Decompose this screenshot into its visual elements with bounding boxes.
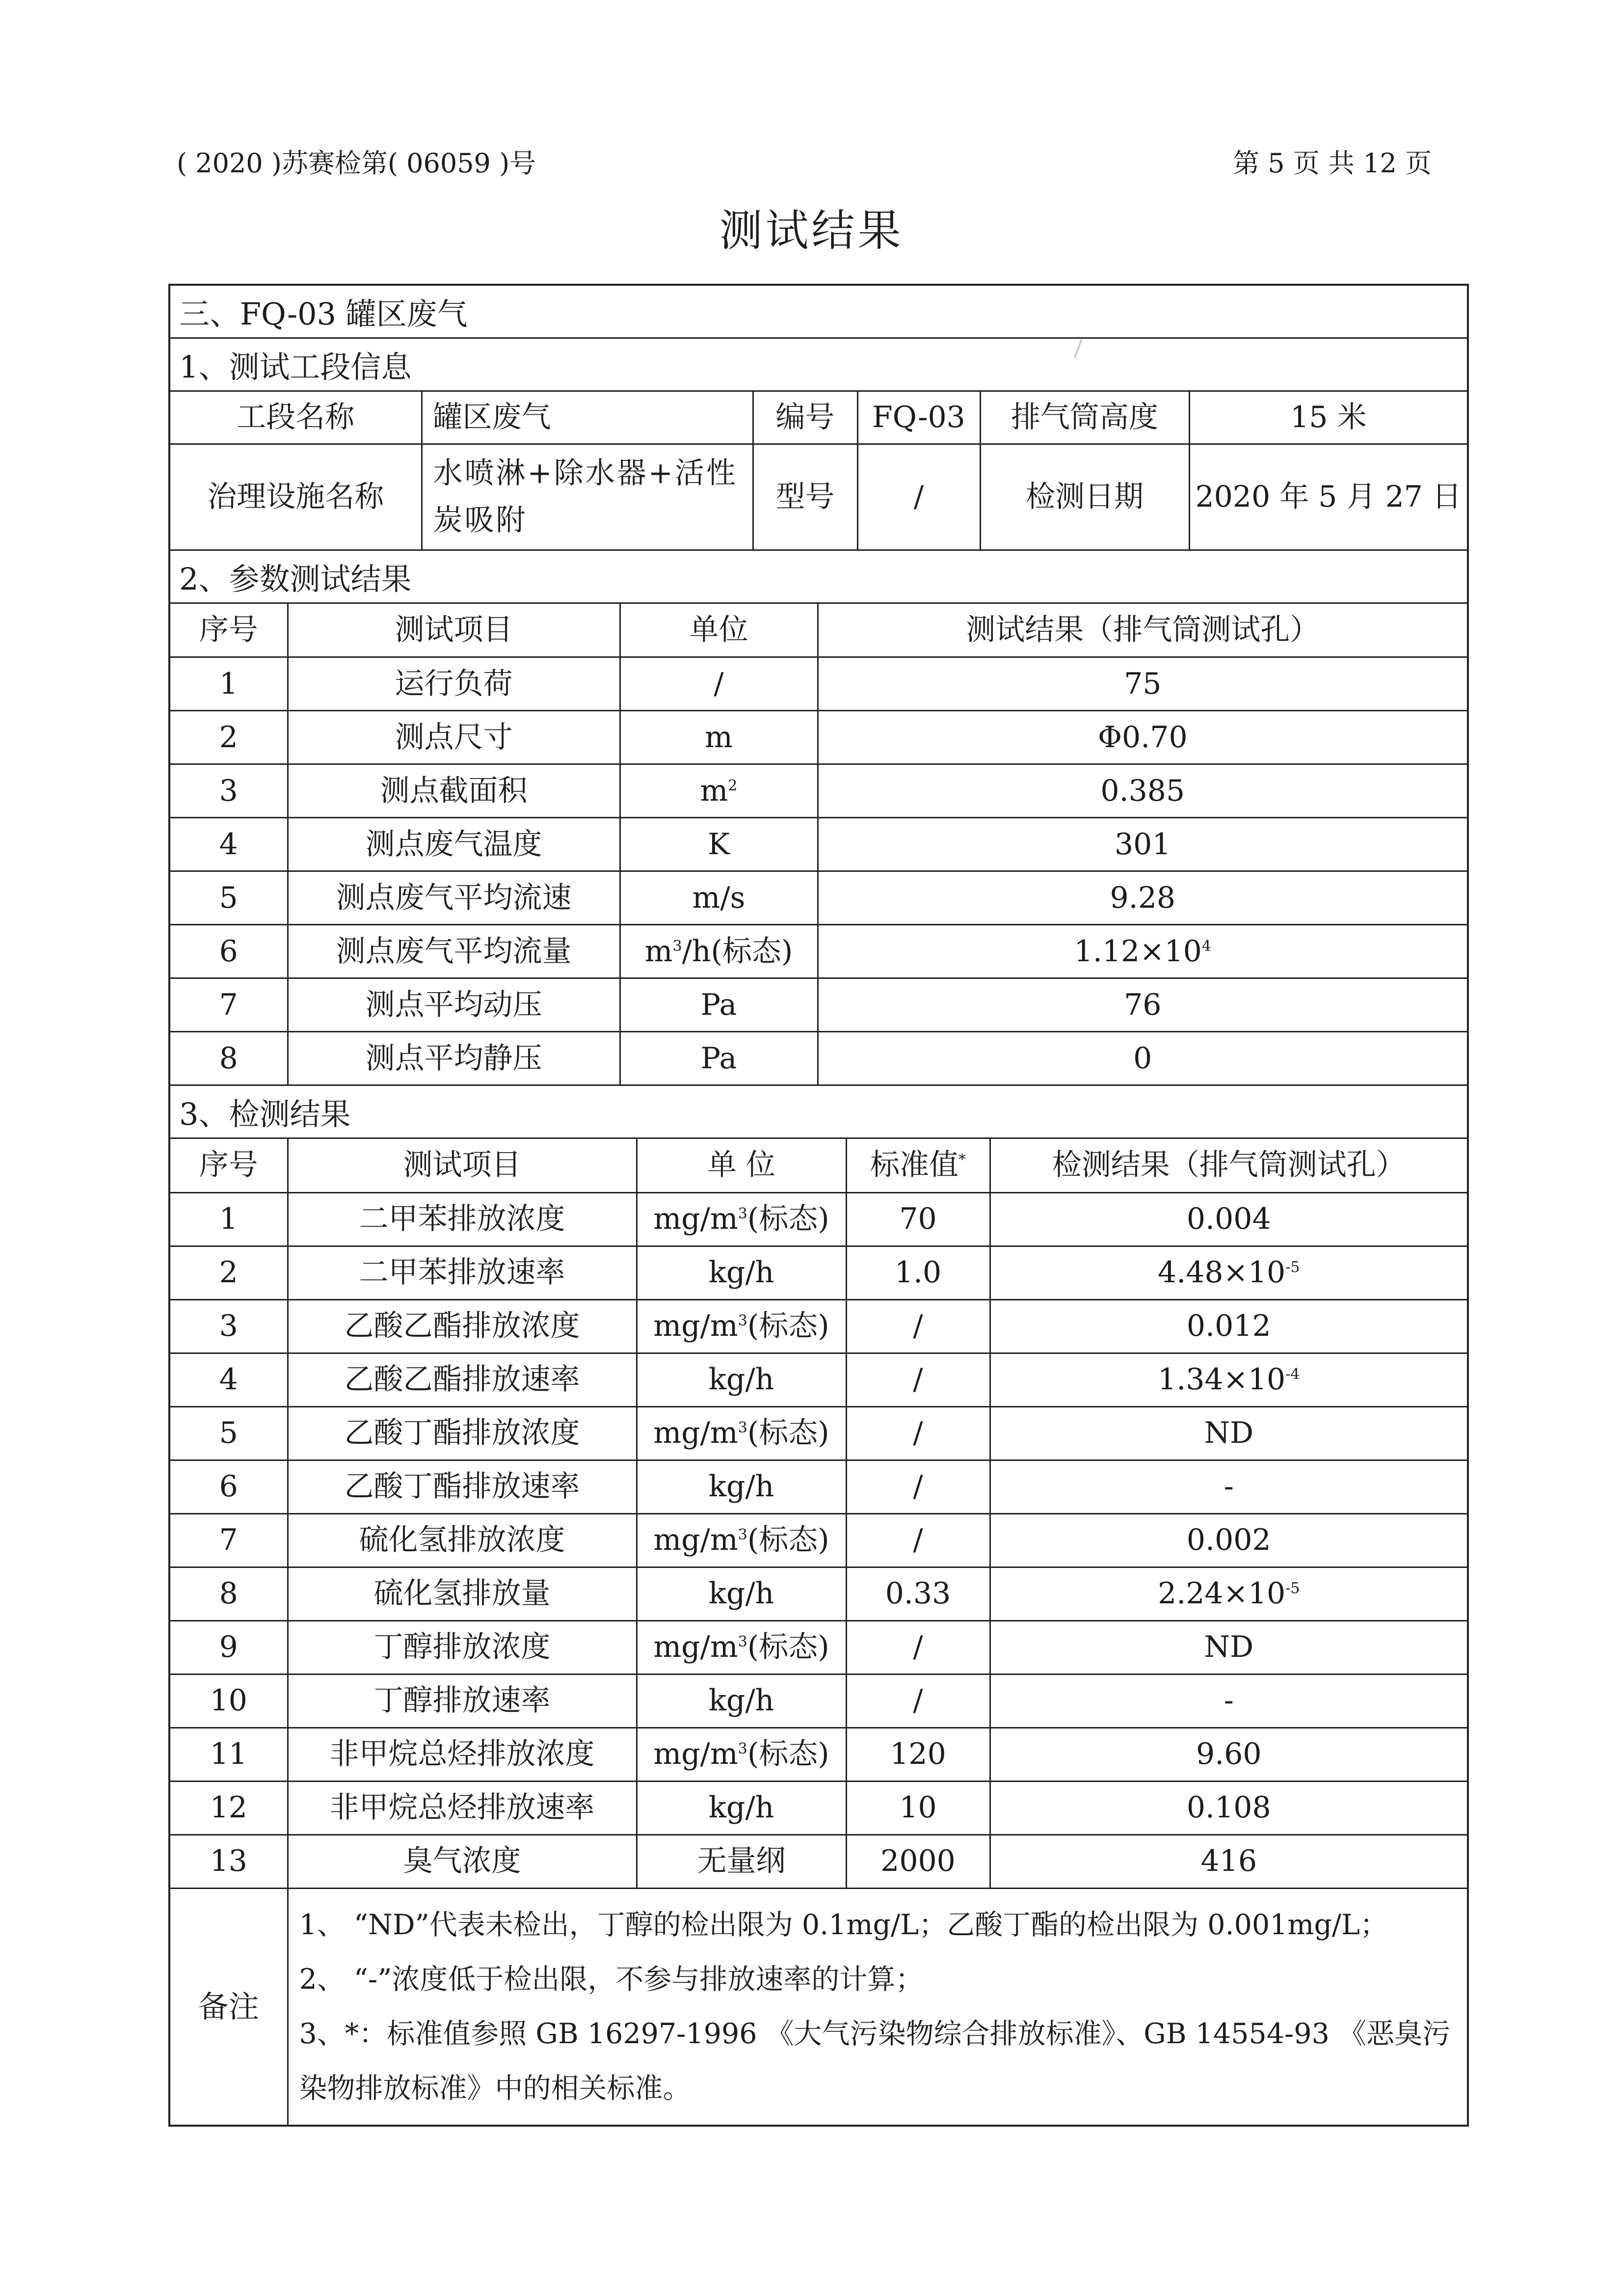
- detect-result-main: 2.24×10: [1158, 1576, 1286, 1611]
- parameter-row: [170, 978, 1467, 1032]
- param-result-main: 1.12×10: [1074, 934, 1202, 969]
- detection-row: [170, 1621, 1467, 1674]
- param-no: 5: [170, 871, 288, 925]
- param-unit: [620, 711, 818, 764]
- param-unit-main: Pa: [700, 1041, 737, 1076]
- standard-label: 标准值: [870, 1148, 958, 1183]
- param-item: 测点废气温度: [288, 818, 620, 871]
- detect-standard: 0.33: [846, 1567, 990, 1621]
- segment-name-label: 工段名称: [170, 392, 422, 444]
- parameter-row: [170, 711, 1467, 764]
- detect-result-sup: -5: [1285, 1259, 1300, 1276]
- detect-standard: 2000: [846, 1835, 990, 1888]
- detect-unit: [637, 1513, 846, 1567]
- param-col-result: 测试结果（排气筒测试孔）: [818, 604, 1467, 657]
- detect-unit-sup: 3: [738, 1633, 747, 1650]
- detect-result: [990, 1674, 1467, 1728]
- detect-result: [990, 1728, 1467, 1781]
- segment-info-row-2: [170, 444, 1467, 550]
- detect-result-main: -: [1224, 1683, 1234, 1718]
- code-value: FQ-03: [857, 392, 980, 444]
- detect-no: 2: [170, 1246, 288, 1299]
- detect-unit: [637, 1460, 846, 1513]
- detect-unit-sup: 3: [738, 1526, 747, 1543]
- note-line-2: 2、 “-”浓度低于检出限，不参与排放速率的计算；: [299, 1963, 924, 1996]
- detect-result: [990, 1513, 1467, 1567]
- detect-standard: 1.0: [846, 1246, 990, 1299]
- detection-table: [170, 1139, 1467, 1889]
- detection-row: [170, 1674, 1467, 1728]
- detect-unit: [637, 1567, 846, 1621]
- detect-result: [990, 1781, 1467, 1835]
- detect-unit: [637, 1621, 846, 1674]
- param-no: 4: [170, 818, 288, 871]
- detection-row: [170, 1513, 1467, 1567]
- detect-no: 8: [170, 1567, 288, 1621]
- detect-result-main: -: [1224, 1469, 1234, 1504]
- detect-unit-main: kg/h: [708, 1362, 774, 1397]
- detect-result: [990, 1246, 1467, 1299]
- detect-standard: /: [846, 1353, 990, 1406]
- notes-content: [288, 1889, 1467, 2125]
- detect-unit: [637, 1728, 846, 1781]
- param-item: 测点废气平均流量: [288, 925, 620, 978]
- detect-standard: 10: [846, 1781, 990, 1835]
- param-col-unit: 单位: [620, 604, 818, 657]
- detect-result-main: 0.002: [1186, 1523, 1271, 1557]
- detect-item: 丁醇排放浓度: [288, 1621, 637, 1674]
- param-item: 运行负荷: [288, 657, 620, 711]
- detect-unit: [637, 1406, 846, 1460]
- param-result: [818, 818, 1467, 871]
- detect-unit-sup: 3: [738, 1740, 747, 1757]
- param-item: 测点废气平均流速: [288, 871, 620, 925]
- param-unit-main: m: [705, 720, 733, 755]
- detect-standard: /: [846, 1674, 990, 1728]
- test-date-value: 2020 年 5 月 27 日: [1189, 444, 1467, 550]
- detect-col-standard: [846, 1139, 990, 1192]
- parameter-table: [170, 604, 1467, 1086]
- notes-table: [170, 1889, 1467, 2125]
- detect-result-sup: -4: [1285, 1366, 1300, 1383]
- detect-unit-main: kg/h: [708, 1576, 774, 1611]
- param-result-main: 0: [1133, 1041, 1152, 1076]
- model-value: /: [857, 444, 980, 550]
- param-unit: [620, 1032, 818, 1085]
- detect-item: 非甲烷总烃排放速率: [288, 1781, 637, 1835]
- detect-unit-tail: (标态): [747, 1737, 829, 1771]
- detect-unit-tail: (标态): [747, 1523, 829, 1557]
- detect-result: [990, 1406, 1467, 1460]
- parameter-row: [170, 871, 1467, 925]
- detection-row: [170, 1460, 1467, 1513]
- param-unit: [620, 818, 818, 871]
- detect-result-main: 4.48×10: [1158, 1255, 1286, 1290]
- detect-standard: 70: [846, 1192, 990, 1246]
- parameter-row: [170, 764, 1467, 818]
- detect-result-main: 416: [1200, 1844, 1257, 1878]
- segment-name-value: 罐区废气: [422, 392, 753, 444]
- detection-row: [170, 1192, 1467, 1246]
- detection-rows: [170, 1192, 1467, 1888]
- detect-item: 乙酸乙酯排放浓度: [288, 1299, 637, 1353]
- param-no: 7: [170, 978, 288, 1032]
- results-form: [168, 284, 1469, 2127]
- code-label: 编号: [753, 392, 857, 444]
- detect-result: [990, 1192, 1467, 1246]
- facility-value: 水喷淋+除水器+活性炭吸附: [422, 444, 753, 550]
- notes-label: 备注: [170, 1889, 288, 2125]
- detect-result-sup: -5: [1285, 1580, 1300, 1597]
- param-result: [818, 764, 1467, 818]
- detect-unit: [637, 1192, 846, 1246]
- report-number: ( 2020 )苏赛检第( 06059 )号: [177, 148, 536, 179]
- detect-unit-main: mg/m: [653, 1309, 738, 1343]
- detect-unit-main: kg/h: [708, 1683, 774, 1718]
- param-result: [818, 871, 1467, 925]
- detect-standard: /: [846, 1460, 990, 1513]
- model-label: 型号: [753, 444, 857, 550]
- detect-result-main: ND: [1204, 1416, 1254, 1450]
- detect-unit-sup: 3: [738, 1419, 747, 1436]
- param-unit-tail: /h(标态): [682, 934, 793, 969]
- param-no: 6: [170, 925, 288, 978]
- detect-standard: /: [846, 1406, 990, 1460]
- param-col-item: 测试项目: [288, 604, 620, 657]
- test-date-label: 检测日期: [980, 444, 1189, 550]
- param-unit-main: m: [700, 773, 728, 808]
- detect-col-no: 序号: [170, 1139, 288, 1192]
- detection-row: [170, 1728, 1467, 1781]
- detect-item: 二甲苯排放浓度: [288, 1192, 637, 1246]
- note-line-1: 1、 “ND”代表未检出，丁醇的检出限为 0.1mg/L；乙酸丁酯的检出限为 0.001mg/L；: [299, 1908, 1388, 1941]
- detection-row: [170, 1406, 1467, 1460]
- detect-result-main: ND: [1204, 1630, 1254, 1664]
- detect-unit: [637, 1353, 846, 1406]
- detect-no: 5: [170, 1406, 288, 1460]
- detect-standard: /: [846, 1621, 990, 1674]
- param-item: 测点截面积: [288, 764, 620, 818]
- param-result: [818, 657, 1467, 711]
- detect-result-main: 0.012: [1186, 1309, 1271, 1343]
- detect-result-main: 0.004: [1186, 1202, 1271, 1236]
- detection-row: [170, 1835, 1467, 1888]
- param-result: [818, 711, 1467, 764]
- detect-unit: [637, 1835, 846, 1888]
- detect-no: 1: [170, 1192, 288, 1246]
- param-result-main: 9.28: [1110, 880, 1176, 915]
- param-result-main: 0.385: [1100, 773, 1185, 808]
- detect-unit-tail: (标态): [747, 1309, 829, 1343]
- detect-unit-main: mg/m: [653, 1416, 738, 1450]
- standard-mark: *: [958, 1151, 966, 1169]
- stack-height-value: 15 米: [1189, 392, 1467, 444]
- detect-item: 二甲苯排放速率: [288, 1246, 637, 1299]
- detect-item: 硫化氢排放量: [288, 1567, 637, 1621]
- detect-unit-main: mg/m: [653, 1737, 738, 1771]
- param-result-main: 75: [1124, 666, 1162, 701]
- param-unit-main: /: [714, 666, 724, 701]
- param-result-sup: 4: [1201, 937, 1211, 955]
- detect-no: 12: [170, 1781, 288, 1835]
- detect-result: [990, 1353, 1467, 1406]
- detect-unit-main: mg/m: [653, 1202, 738, 1236]
- detect-unit-main: kg/h: [708, 1790, 774, 1825]
- param-item: 测点尺寸: [288, 711, 620, 764]
- param-result: [818, 978, 1467, 1032]
- parameter-row: [170, 925, 1467, 978]
- stack-height-label: 排气筒高度: [980, 392, 1189, 444]
- param-unit-main: m: [644, 934, 673, 969]
- section-main-heading: 三、FQ-03 罐区废气: [170, 286, 1467, 339]
- detect-result: [990, 1621, 1467, 1674]
- param-no: 8: [170, 1032, 288, 1085]
- page-indicator: 第 5 页 共 12 页: [1233, 148, 1432, 179]
- param-unit: [620, 925, 818, 978]
- param-unit-sup: 3: [672, 937, 682, 955]
- segment-info-row-1: [170, 392, 1467, 444]
- section3-heading: 3、检测结果: [170, 1086, 1467, 1139]
- param-unit: [620, 764, 818, 818]
- param-result-main: 76: [1124, 987, 1162, 1022]
- param-no: 1: [170, 657, 288, 711]
- param-result-main: 301: [1114, 827, 1171, 862]
- detect-unit-sup: 3: [738, 1312, 747, 1329]
- detect-result-main: 1.34×10: [1158, 1362, 1286, 1397]
- detect-item: 乙酸丁酯排放浓度: [288, 1406, 637, 1460]
- detect-result: [990, 1460, 1467, 1513]
- detect-item: 乙酸乙酯排放速率: [288, 1353, 637, 1406]
- detect-unit-main: mg/m: [653, 1523, 738, 1557]
- param-unit: [620, 657, 818, 711]
- detection-header-row: [170, 1139, 1467, 1192]
- detect-standard: /: [846, 1513, 990, 1567]
- detect-no: 9: [170, 1621, 288, 1674]
- note-line-3: 3、*：标准值参照 GB 16297-1996 《大气污染物综合排放标准》、GB 14554-93 《恶臭污染物排放标准》中的相关标准。: [299, 2017, 1450, 2105]
- detect-col-result: 检测结果（排气筒测试孔）: [990, 1139, 1467, 1192]
- section1-heading: 1、测试工段信息: [170, 339, 1467, 392]
- detect-col-unit: 单 位: [637, 1139, 846, 1192]
- detect-item: 非甲烷总烃排放浓度: [288, 1728, 637, 1781]
- detect-no: 13: [170, 1835, 288, 1888]
- detect-unit: [637, 1781, 846, 1835]
- section2-heading: 2、参数测试结果: [170, 551, 1467, 604]
- param-result-main: Φ0.70: [1097, 720, 1188, 755]
- detect-unit-main: 无量纲: [697, 1844, 786, 1878]
- detection-row: [170, 1567, 1467, 1621]
- detect-result-main: 0.108: [1186, 1790, 1271, 1825]
- detect-item: 丁醇排放速率: [288, 1674, 637, 1728]
- param-unit-sup: 2: [728, 777, 738, 794]
- detect-no: 7: [170, 1513, 288, 1567]
- param-unit-main: Pa: [700, 987, 737, 1022]
- detect-standard: 120: [846, 1728, 990, 1781]
- detect-unit-sup: 3: [738, 1205, 747, 1222]
- detect-no: 4: [170, 1353, 288, 1406]
- detection-row: [170, 1246, 1467, 1299]
- detect-result-main: 9.60: [1196, 1737, 1262, 1771]
- detect-unit-tail: (标态): [747, 1202, 829, 1236]
- param-result: [818, 925, 1467, 978]
- detect-item: 硫化氢排放浓度: [288, 1513, 637, 1567]
- page-title: 测试结果: [719, 205, 904, 256]
- segment-info-table: [170, 392, 1467, 551]
- notes-row: [170, 1889, 1467, 2125]
- param-unit-main: m/s: [692, 880, 745, 915]
- param-no: 2: [170, 711, 288, 764]
- parameter-row: [170, 1032, 1467, 1085]
- facility-label: 治理设施名称: [170, 444, 422, 550]
- param-item: 测点平均动压: [288, 978, 620, 1032]
- parameter-row: [170, 657, 1467, 711]
- detect-unit-tail: (标态): [747, 1416, 829, 1450]
- detect-item: 乙酸丁酯排放速率: [288, 1460, 637, 1513]
- detect-no: 11: [170, 1728, 288, 1781]
- param-result: [818, 1032, 1467, 1085]
- detect-col-item: 测试项目: [288, 1139, 637, 1192]
- detect-unit: [637, 1674, 846, 1728]
- detect-unit-main: kg/h: [708, 1469, 774, 1504]
- detect-unit-tail: (标态): [747, 1630, 829, 1664]
- detect-result: [990, 1835, 1467, 1888]
- param-no: 3: [170, 764, 288, 818]
- detect-result: [990, 1299, 1467, 1353]
- detect-unit: [637, 1299, 846, 1353]
- detect-result: [990, 1567, 1467, 1621]
- detect-unit-main: kg/h: [708, 1255, 774, 1290]
- detect-no: 3: [170, 1299, 288, 1353]
- detect-unit-main: mg/m: [653, 1630, 738, 1664]
- parameter-header-row: [170, 604, 1467, 657]
- param-unit-main: K: [708, 827, 730, 862]
- param-unit: [620, 871, 818, 925]
- detect-unit: [637, 1246, 846, 1299]
- detection-row: [170, 1299, 1467, 1353]
- parameter-row: [170, 818, 1467, 871]
- param-item: 测点平均静压: [288, 1032, 620, 1085]
- param-col-no: 序号: [170, 604, 288, 657]
- detect-no: 6: [170, 1460, 288, 1513]
- parameter-rows: [170, 657, 1467, 1085]
- detect-no: 10: [170, 1674, 288, 1728]
- detection-row: [170, 1353, 1467, 1406]
- detect-item: 臭气浓度: [288, 1835, 637, 1888]
- detection-row: [170, 1781, 1467, 1835]
- param-unit: [620, 978, 818, 1032]
- detect-standard: /: [846, 1299, 990, 1353]
